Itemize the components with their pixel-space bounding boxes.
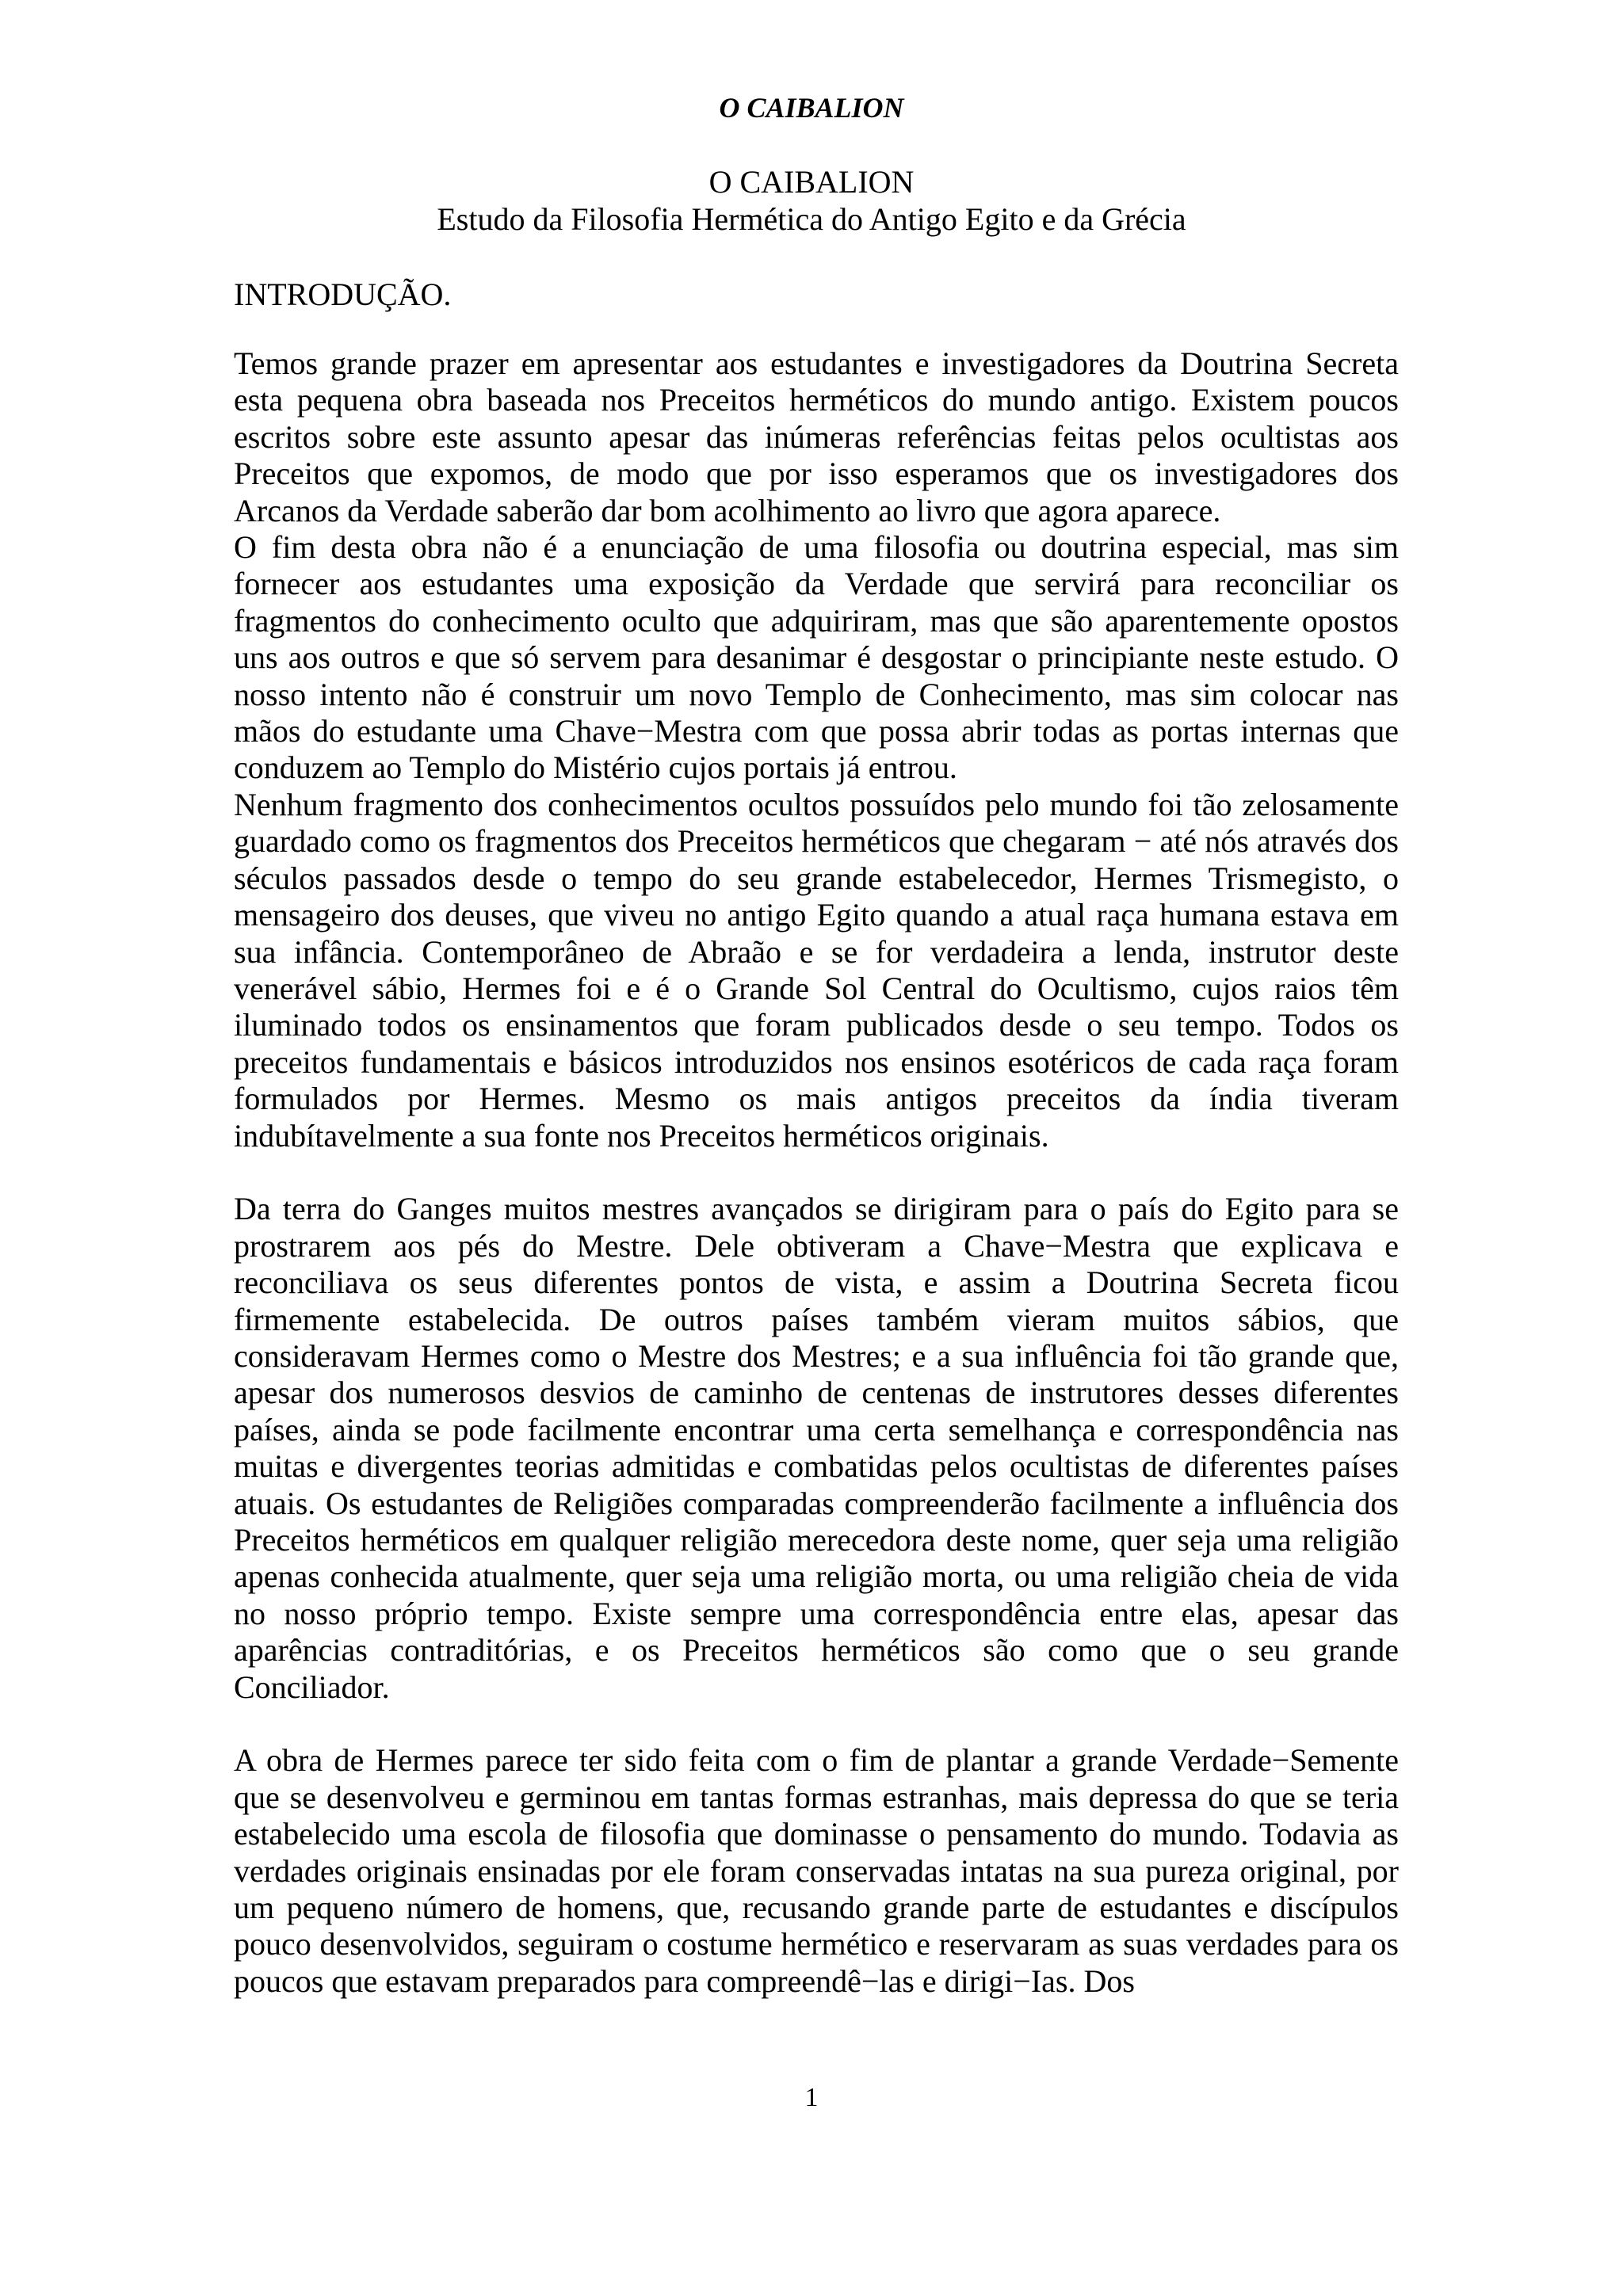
section-heading: INTRODUÇÃO. [234,277,452,312]
book-subtitle: Estudo da Filosofia Hermética do Antigo Egito e da Grécia [437,201,1186,237]
paragraph: A obra de Hermes parece ter sido feita com o fim de plantar a grande Verdade−Semente que se desenvolveu e germinou em tantas formas estranhas, mais depressa do que se teria estabelecido uma escola de filosofia que dominasse o pensamento do mundo. Todavia as verdades originais ensinadas por ele foram conservadas intatas na sua pureza original, por um pequeno número de homens, que, recusando grande parte de estudantes e discípulos pouco desenvolvidos, seguiram o costume hermético e reservaram as suas verdades para os poucos que estavam preparados para compreendê−las e dirigi−Ias. Dos [234,1742,1399,1999]
paragraph: Temos grande prazer em apresentar aos estudantes e investigadores da Doutrina Secreta esta pequena obra baseada nos Preceitos herméticos do mundo antigo. Existem poucos escritos sobre este assunto apesar das inúmeras referências feitas pelos ocultistas aos Preceitos que expomos, de modo que por isso esperamos que os investigadores dos Arcanos da Verdade saberão dar bom acolhimento ao livro que agora aparece. [234,345,1399,528]
body-text [234,345,1399,2000]
running-head: O CAIBALION [719,92,904,124]
paragraph: Da terra do Ganges muitos mestres avançados se dirigiram para o país do Egito para se prostrarem aos pés do Mestre. Dele obtiveram a Chave−Mestra que explicava e reconciliava os seus diferentes pontos de vista, e assim a Doutrina Secreta ficou firmemente estabelecida. De outros países também vieram muitos sábios, que consideravam Hermes como o Mestre dos Mestres; e a sua influência foi tão grande que, apesar dos numerosos desvios de caminho de centenas de instrutores desses diferentes países, ainda se pode facilmente encontrar uma certa semelhança e correspondência nas muitas e divergentes teorias admitidas e combatidas pelos ocultistas de diferentes países atuais. Os estudantes de Religiões comparadas compreenderão facilmente a influência dos Preceitos herméticos em qualquer religião merecedora deste nome, quer seja uma religião apenas conhecida atualmente, quer seja uma religião morta, ou uma religião cheia de vida no nosso próprio tempo. Existe sempre uma correspondência entre elas, apesar das aparências contraditórias, e os Preceitos herméticos são como que o seu grande Conciliador. [234,1191,1399,1705]
book-title: O CAIBALION [708,164,915,200]
paragraph: O fim desta obra não é a enunciação de uma filosofia ou doutrina especial, mas sim fornecer aos estudantes uma exposição da Verdade que servirá para reconciliar os fragmentos do conhecimento oculto que adquiriram, mas que são aparentemente opostos uns aos outros e que só servem para desanimar é desgostar o principiante neste estudo. O nosso intento não é construir um novo Templo de Conhecimento, mas sim colocar nas mãos do estudante uma Chave−Mestra com que possa abrir todas as portas internas que conduzem ao Templo do Mistério cujos portais já entrou. [234,529,1399,786]
page-number: 1 [804,2083,819,2112]
title-block [0,163,1623,238]
paragraph: Nenhum fragmento dos conhecimentos ocultos possuídos pelo mundo foi tão zelosamente guardado como os fragmentos dos Preceitos herméticos que chegaram − até nós através dos séculos passados desde o tempo do seu grande estabelecedor, Hermes Trismegisto, o mensageiro dos deuses, que viveu no antigo Egito quando a atual raça humana estava em sua infância. Contemporâneo de Abraão e se for verdadeira a lenda, instrutor deste venerável sábio, Hermes foi e é o Grande Sol Central do Ocultismo, cujos raios têm iluminado todos os ensinamentos que foram publicados desde o seu tempo. Todos os preceitos fundamentais e básicos introduzidos nos ensinos esotéricos de cada raça foram formulados por Hermes. Mesmo os mais antigos preceitos da índia tiveram indubítavelmente a sua fonte nos Preceitos herméticos originais. [234,786,1399,1154]
